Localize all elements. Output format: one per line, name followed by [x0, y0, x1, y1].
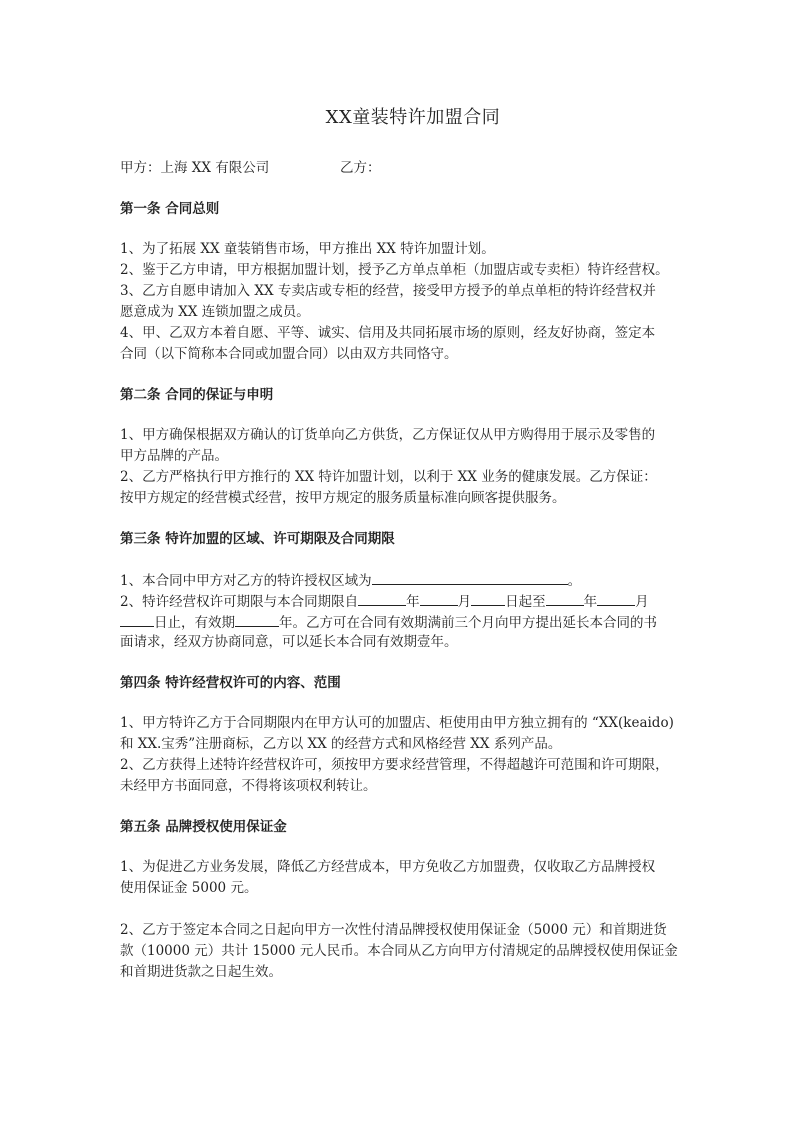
- article-heading: 第四条 特许经营权许可的内容、范围: [120, 675, 341, 691]
- start-month-blank[interactable]: [420, 590, 458, 606]
- party-b: 乙方：: [340, 160, 381, 176]
- text-line: 1、为了拓展 XX 童装销售市场，甲方推出 XX 特许加盟计划。: [120, 241, 495, 257]
- text-line: 2、乙方获得上述特许经营权许可，须按甲方要求经营管理，不得超越许可范围和许可期限，: [120, 757, 669, 773]
- text-segment: 年。乙方可在合同有效期满前三个月向甲方提出延长本合同的书: [279, 615, 657, 631]
- text-line: 合同（以下简称本合同或加盟合同）以由双方共同恪守。: [120, 346, 458, 362]
- parties-line: [120, 158, 682, 179]
- document-title: XX童装特许加盟合同: [325, 107, 501, 128]
- text-line: 2、乙方严格执行甲方推行的 XX 特许加盟计划，以利于 XX 业务的健康发展。乙方保证：: [120, 469, 657, 485]
- text-line: [120, 569, 682, 590]
- text-segment: 年: [406, 594, 420, 610]
- text-line: [120, 611, 682, 632]
- text-line: 愿意成为 XX 连锁加盟之成员。: [120, 304, 310, 320]
- text-segment: 日起至: [505, 594, 546, 610]
- text-line: 1、甲方特许乙方于合同期限内在甲方认可的加盟店、柜使用由甲方独立拥有的 “XX(keaido): [120, 715, 674, 731]
- text-line: 和首期进货款之日起生效。: [120, 964, 282, 980]
- start-day-blank[interactable]: [471, 590, 505, 606]
- article-2: [120, 385, 682, 509]
- text-line: 1、为促进乙方业务发展，降低乙方经营成本，甲方免收乙方加盟费，仅收取乙方品牌授权: [120, 859, 656, 875]
- term-years-blank[interactable]: [235, 611, 279, 627]
- article-heading: 第二条 合同的保证与申明: [120, 387, 274, 403]
- text-segment: 月: [635, 594, 649, 610]
- document-page: [120, 106, 682, 1003]
- text-line: 使用保证金 5000 元。: [120, 880, 258, 896]
- text-segment: 月: [457, 594, 472, 610]
- text-segment: 2、特许经营权许可期限与本合同期限自: [120, 594, 359, 610]
- text-line: 款（10000 元）共计 15000 元人民币。本合同从乙方向甲方付清规定的品牌授权使用保证金: [120, 943, 678, 959]
- end-month-blank[interactable]: [597, 590, 635, 606]
- text-segment: 。: [567, 573, 582, 589]
- party-a: 甲方：上海 XX 有限公司: [120, 160, 270, 176]
- end-day-blank[interactable]: [120, 611, 154, 627]
- region-blank[interactable]: [372, 569, 568, 585]
- text-line: 和 XX.宝秀”注册商标，乙方以 XX 的经营方式和风格经营 XX 系列产品。: [120, 736, 562, 752]
- text-line: 3、乙方自愿申请加入 XX 专卖店或专柜的经营，接受甲方授予的单点单柜的特许经营权并: [120, 283, 656, 299]
- text-line: 4、甲、乙双方本着自愿、平等、诚实、信用及共同拓展市场的原则，经友好协商，签定本: [120, 325, 656, 341]
- text-line: 按甲方规定的经营模式经营，按甲方规定的服务质量标准向顾客提供服务。: [120, 490, 566, 506]
- text-segment: 1、本合同中甲方对乙方的特许授权区域为: [120, 573, 372, 589]
- text-segment: 日止，有效期: [154, 615, 235, 631]
- end-year-blank[interactable]: [546, 590, 584, 606]
- text-line: 面请求，经双方协商同意，可以延长本合同有效期壹年。: [120, 634, 458, 650]
- article-heading: 第五条 品牌授权使用保证金: [120, 819, 287, 835]
- text-line: 2、鉴于乙方申请，甲方根据加盟计划，授予乙方单点单柜（加盟店或专卖柜）特许经营权。: [120, 262, 669, 278]
- start-year-blank[interactable]: [358, 590, 406, 606]
- article-1: [120, 199, 682, 365]
- article-5: [120, 817, 682, 983]
- article-4: [120, 673, 682, 797]
- text-line: 1、甲方确保根据双方确认的订货单向乙方供货，乙方保证仅从甲方购得用于展示及零售的: [120, 427, 656, 443]
- article-heading: 第三条 特许加盟的区域、许可期限及合同期限: [120, 531, 395, 547]
- article-3: [120, 529, 682, 653]
- text-line: 未经甲方书面同意，不得将该项权利转让。: [120, 778, 377, 794]
- text-line: 甲方品牌的产品。: [120, 448, 228, 464]
- text-line: 2、乙方于签定本合同之日起向甲方一次性付清品牌授权使用保证金（5000 元）和首期进货: [120, 922, 667, 938]
- article-heading: 第一条 合同总则: [120, 201, 220, 217]
- text-line: [120, 590, 682, 611]
- text-segment: 年: [583, 594, 598, 610]
